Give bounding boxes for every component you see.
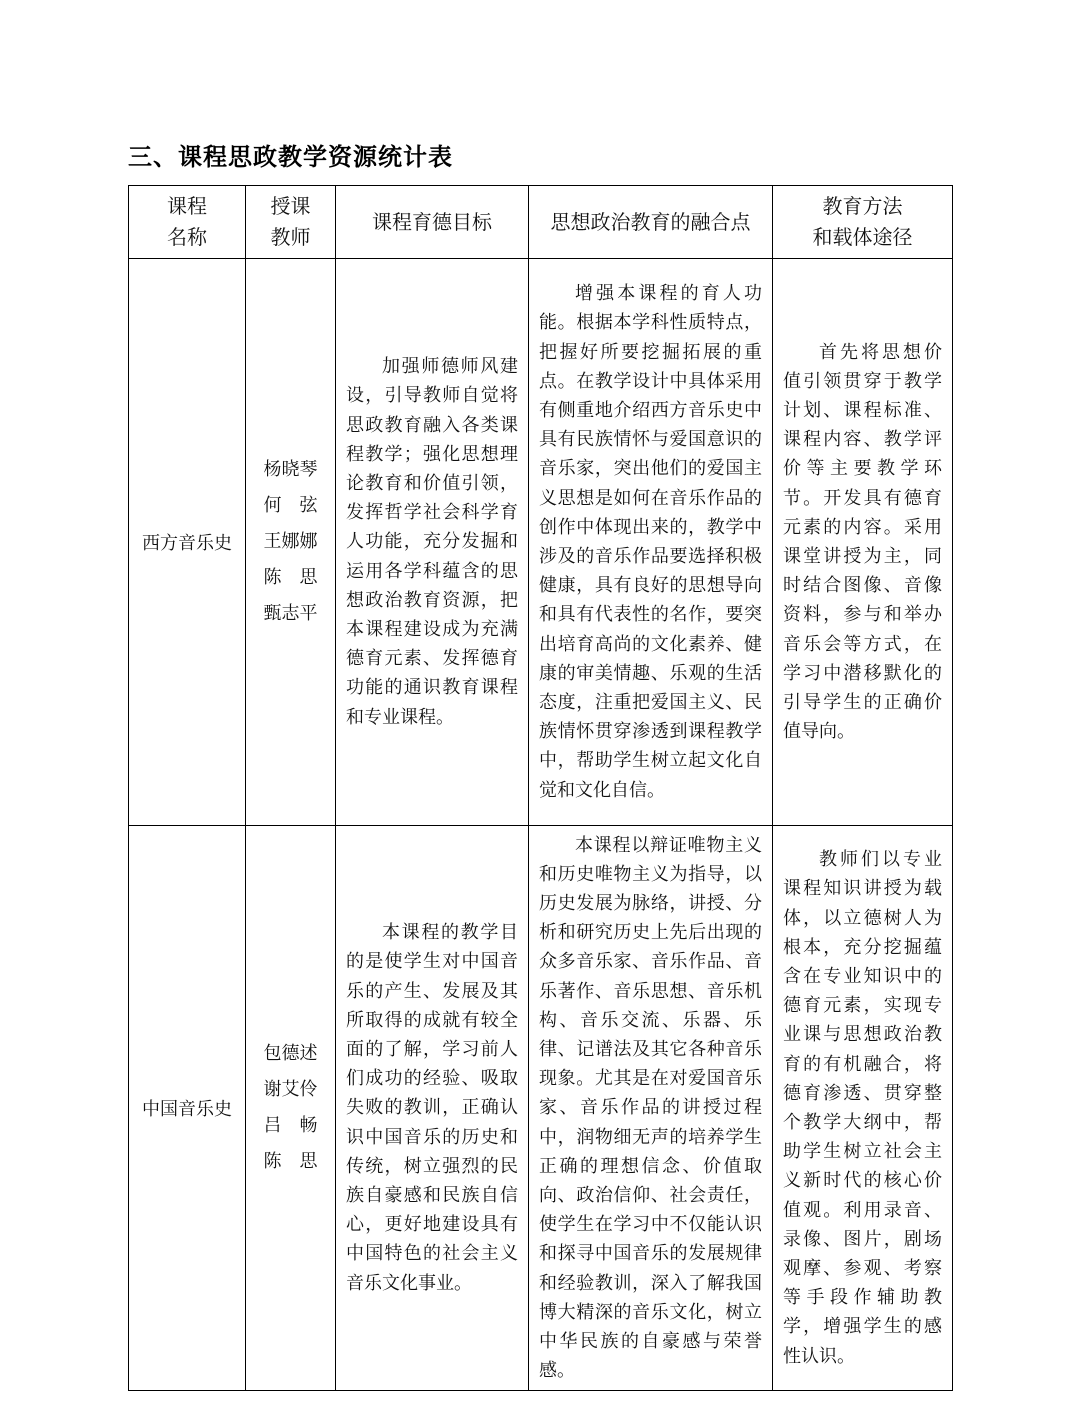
course-name-cell: 西方音乐史 [129, 259, 246, 826]
header-teachers-line-1: 授课 [270, 194, 311, 218]
method-cell [773, 826, 953, 1391]
header-course-name-line-2: 名称 [167, 225, 207, 249]
header-course-name [129, 186, 246, 259]
goal-text: 加强师德师风建设，引导教师自觉将思政教育融入各类课程教学；强化思想理论教育和价值引领，发挥哲学社会科学育人功能，充分发掘和运用各学科蕴含的思想政治教育资源，把本课程建设成为充满德育元素、发挥德育功能的通识教育课程和专业课程。 [346, 356, 518, 728]
course-name-cell: 中国音乐史 [129, 826, 246, 1391]
goal-cell [336, 259, 529, 826]
teacher-name: 包德述 [263, 1043, 318, 1064]
header-teachers [246, 186, 336, 259]
integration-text: 增强本课程的育人功能。根据本学科性质特点，把握好所要挖掘拓展的重点。在教学设计中具体采用有侧重地介绍西方音乐史中具有民族情怀与爱国意识的音乐家，突出他们的爱国主义思想是如何在音乐作品的创作中体现出来的，教学中涉及的音乐作品要选择积极健康，具有良好的思想导向和具有代表性的名作，要突出培育高尚的文化素养、健康的审美情趣、乐观的生活态度，注重把爱国主义、民族情怀贯穿渗透到课程教学中，帮助学生树立起文化自觉和文化自信。 [539, 283, 762, 801]
header-method [773, 186, 953, 259]
teacher-name: 陈 思 [263, 1151, 318, 1172]
teacher-name: 陈 思 [263, 567, 318, 588]
section-title: 三、课程思政教学资源统计表 [128, 143, 453, 171]
integration-cell [529, 826, 773, 1391]
teacher-name: 甄志平 [263, 603, 318, 624]
teachers-cell [246, 826, 336, 1391]
integration-text: 本课程以辩证唯物主义和历史唯物主义为指导，以历史发展为脉络，讲授、分析和研究历史上先后出现的众多音乐家、音乐作品、音乐著作、音乐思想、音乐机构、音乐交流、乐器、乐律、记谱法及其它各种音乐现象。尤其是在对爱国音乐家、音乐作品的讲授过程中，润物细无声的培养学生正确的理想信念、价值取向、政治信仰、社会责任，使学生在学习中不仅能认识和探寻中国音乐的发展规律和经验教训，深入了解我国博大精深的音乐文化，树立中华民族的自豪感与荣誉感。 [539, 834, 762, 1382]
teacher-name: 何 弦 [263, 495, 318, 516]
method-text: 教师们以专业课程知识讲授为载体，以立德树人为根本，充分挖掘蕴含在专业知识中的德育元素，实现专业课与思想政治教育的有机融合，将德育渗透、贯穿整个教学大纲中，帮助学生树立社会主义新时代的核心价值观。利用录音、录像、图片，剧场观摩、参观、考察等手段作辅助教学，增强学生的感性认识。 [783, 849, 942, 1367]
integration-cell [529, 259, 773, 826]
header-course-name-line-1: 课程 [167, 194, 207, 218]
table-row [129, 826, 953, 1391]
goal-cell [336, 826, 529, 1391]
teacher-name: 吕 畅 [263, 1115, 318, 1136]
header-method-line-1: 教育方法 [822, 194, 903, 218]
header-teachers-line-2: 教师 [270, 225, 311, 249]
header-goal: 课程育德目标 [336, 186, 529, 259]
header-method-line-2: 和载体途径 [812, 225, 913, 249]
teacher-name: 杨晓琴 [263, 459, 318, 480]
method-text: 首先将思想价值引领贯穿于教学计划、课程标准、课程内容、教学评价等主要教学环节。开发具有德育元素的内容。采用课堂讲授为主，同时结合图像、音像资料，参与和举办音乐会等方式，在学习中潜移默化的引导学生的正确价值导向。 [783, 341, 942, 743]
table-header-row [129, 186, 953, 259]
resource-table [128, 185, 953, 1391]
teachers-cell [246, 259, 336, 826]
goal-text: 本课程的教学目的是使学生对中国音乐的产生、发展及其所取得的成就有较全面的了解，学习前人们成功的经验、吸取失败的教训，正确认识中国音乐的历史和传统，树立强烈的民族自豪感和民族自信心，更好地建设具有中国特色的社会主义音乐文化事业。 [346, 922, 518, 1294]
header-integration: 思想政治教育的融合点 [529, 186, 773, 259]
method-cell [773, 259, 953, 826]
table-row [129, 259, 953, 826]
teacher-name: 王娜娜 [263, 531, 318, 552]
teacher-name: 谢艾伶 [263, 1079, 318, 1100]
